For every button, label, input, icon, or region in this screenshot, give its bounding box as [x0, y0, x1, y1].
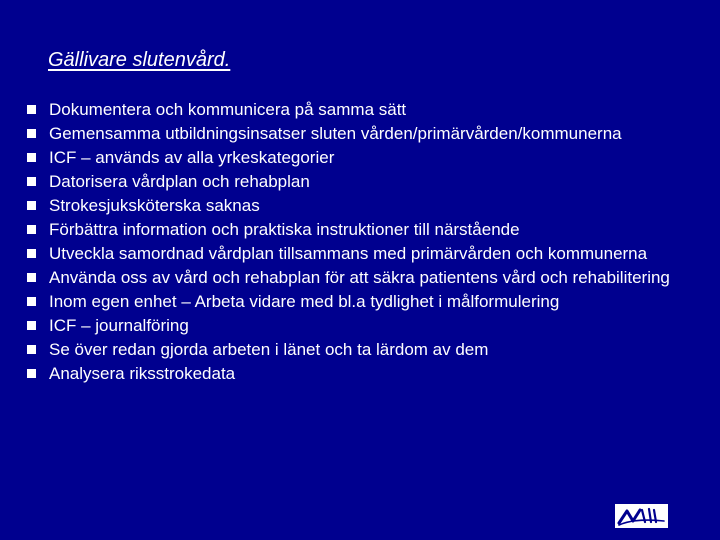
bullet-item: [27, 316, 677, 336]
bullet-item: [27, 220, 677, 240]
bullet-text: Inom egen enhet – Arbeta vidare med bl.a tydlighet i målformulering: [49, 292, 560, 311]
bullet-text: Dokumentera och kommunicera på samma sätt: [49, 100, 407, 119]
square-bullet-icon: [27, 225, 36, 234]
bullet-text: Gemensamma utbildningsinsatser sluten vården/primärvården/kommunerna: [49, 124, 622, 143]
bullet-text: Strokesjuksköterska saknas: [49, 196, 260, 215]
square-bullet-icon: [27, 273, 36, 282]
bullet-list: [27, 100, 677, 388]
bullet-item: [27, 148, 677, 168]
bullet-item: [27, 172, 677, 192]
bullet-text: ICF – används av alla yrkeskategorier: [49, 148, 335, 167]
square-bullet-icon: [27, 201, 36, 210]
wave-logo-icon: [615, 504, 668, 528]
bullet-item: [27, 340, 677, 360]
bullet-text: ICF – journalföring: [49, 316, 189, 335]
bullet-item: [27, 268, 677, 288]
square-bullet-icon: [27, 321, 36, 330]
bullet-text: Använda oss av vård och rehabplan för att säkra patientens vård och rehabilitering: [49, 268, 670, 287]
square-bullet-icon: [27, 177, 36, 186]
bullet-text: Datorisera vårdplan och rehabplan: [49, 172, 310, 191]
bullet-item: [27, 364, 677, 384]
bullet-item: [27, 196, 677, 216]
square-bullet-icon: [27, 129, 36, 138]
square-bullet-icon: [27, 249, 36, 258]
bullet-item: [27, 292, 677, 312]
slide-title: Gällivare slutenvård.: [48, 49, 231, 71]
bullet-item: [27, 100, 677, 120]
bullet-text: Se över redan gjorda arbeten i länet och ta lärdom av dem: [49, 340, 489, 359]
bullet-text: Utveckla samordnad vårdplan tillsammans med primärvården och kommunerna: [49, 244, 648, 263]
bullet-text: Förbättra information och praktiska instruktioner till närstående: [49, 220, 520, 239]
square-bullet-icon: [27, 345, 36, 354]
bullet-item: [27, 124, 677, 144]
bullet-text: Analysera riksstrokedata: [49, 364, 236, 383]
square-bullet-icon: [27, 369, 36, 378]
bullet-item: [27, 244, 677, 264]
square-bullet-icon: [27, 105, 36, 114]
square-bullet-icon: [27, 297, 36, 306]
square-bullet-icon: [27, 153, 36, 162]
